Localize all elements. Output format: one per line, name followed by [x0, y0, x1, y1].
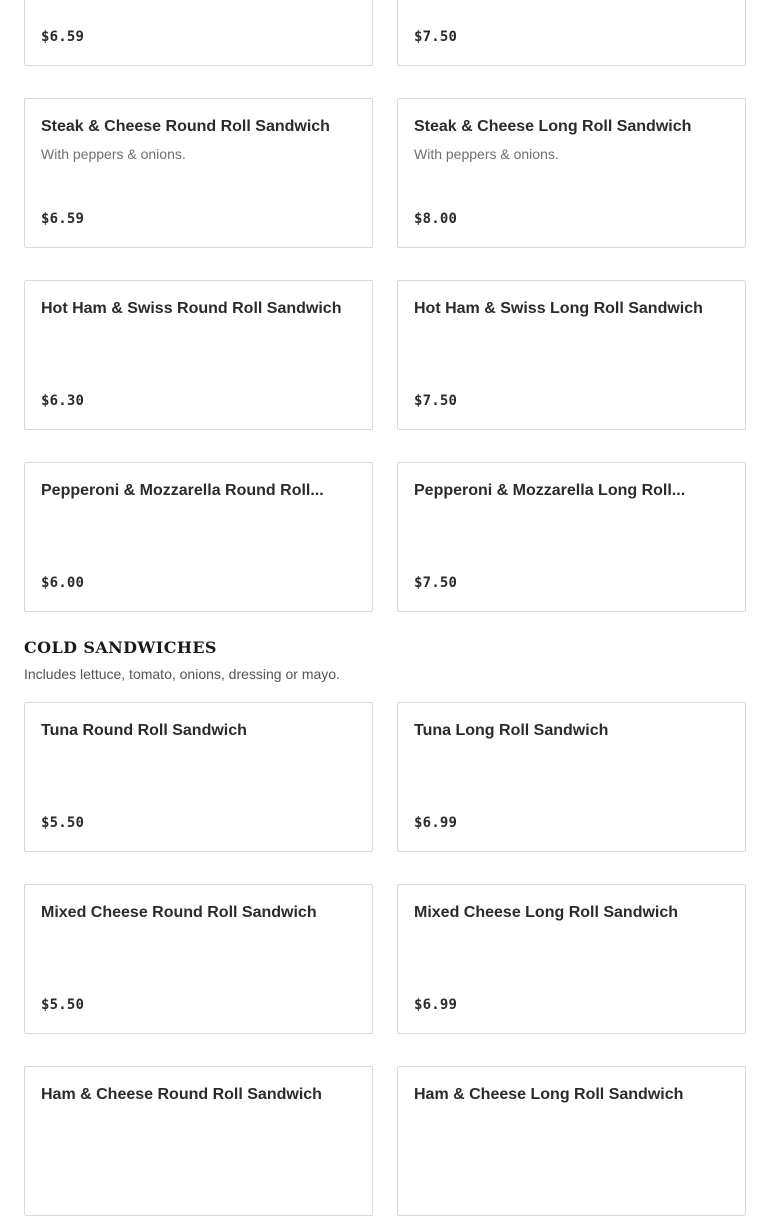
menu-item-description: With peppers & onions. [414, 146, 559, 162]
menu-item-name: Pepperoni & Mozzarella Long Roll... [414, 482, 686, 499]
menu-item-price: $6.99 [414, 997, 458, 1013]
menu-item-price: $6.59 [41, 211, 85, 227]
menu-item-card[interactable] [397, 98, 746, 248]
menu-item-card[interactable] [397, 462, 746, 612]
menu-item-card[interactable] [397, 884, 746, 1034]
section-title: COLD SANDWICHES [24, 638, 217, 657]
menu-item-price: $6.59 [41, 29, 85, 45]
menu-item-price: $7.50 [414, 29, 458, 45]
menu-item-card[interactable] [397, 702, 746, 852]
menu-item-name: Mixed Cheese Long Roll Sandwich [414, 904, 679, 921]
menu-item-price: $6.99 [414, 815, 458, 831]
menu-item-price: $5.50 [41, 815, 85, 831]
menu-item-card[interactable] [397, 1066, 746, 1216]
menu-item-card[interactable] [24, 884, 373, 1034]
menu-item-name: Steak & Cheese Long Roll Sandwich [414, 118, 692, 135]
menu-item-card[interactable] [24, 702, 373, 852]
menu-item-name: Hot Ham & Swiss Round Roll Sandwich [41, 300, 342, 317]
menu-item-name: Tuna Round Roll Sandwich [41, 722, 247, 739]
menu-item-price: $7.50 [414, 575, 458, 591]
menu-item-price: $7.50 [414, 393, 458, 409]
menu-item-name: Pepperoni & Mozzarella Round Roll... [41, 482, 324, 499]
menu-item-price: $6.30 [41, 393, 85, 409]
menu-item-card[interactable] [24, 462, 373, 612]
menu-item-card[interactable] [24, 1066, 373, 1216]
menu-item-card[interactable] [397, 0, 746, 66]
menu-item-name: Ham & Cheese Round Roll Sandwich [41, 1086, 322, 1103]
menu-item-name: Ham & Cheese Long Roll Sandwich [414, 1086, 684, 1103]
menu-item-name: Tuna Long Roll Sandwich [414, 722, 609, 739]
menu-item-description: With peppers & onions. [41, 146, 186, 162]
menu-item-name: Steak & Cheese Round Roll Sandwich [41, 118, 330, 135]
menu-item-card[interactable] [24, 0, 373, 66]
menu-item-name: Mixed Cheese Round Roll Sandwich [41, 904, 317, 921]
menu-item-card[interactable] [397, 280, 746, 430]
menu-item-price: $6.00 [41, 575, 85, 591]
menu-item-price: $8.00 [414, 211, 458, 227]
menu-item-card[interactable] [24, 98, 373, 248]
menu-item-card[interactable] [24, 280, 373, 430]
menu-item-price: $5.50 [41, 997, 85, 1013]
section-description: Includes lettuce, tomato, onions, dressing or mayo. [24, 666, 340, 682]
menu-item-name: Hot Ham & Swiss Long Roll Sandwich [414, 300, 703, 317]
